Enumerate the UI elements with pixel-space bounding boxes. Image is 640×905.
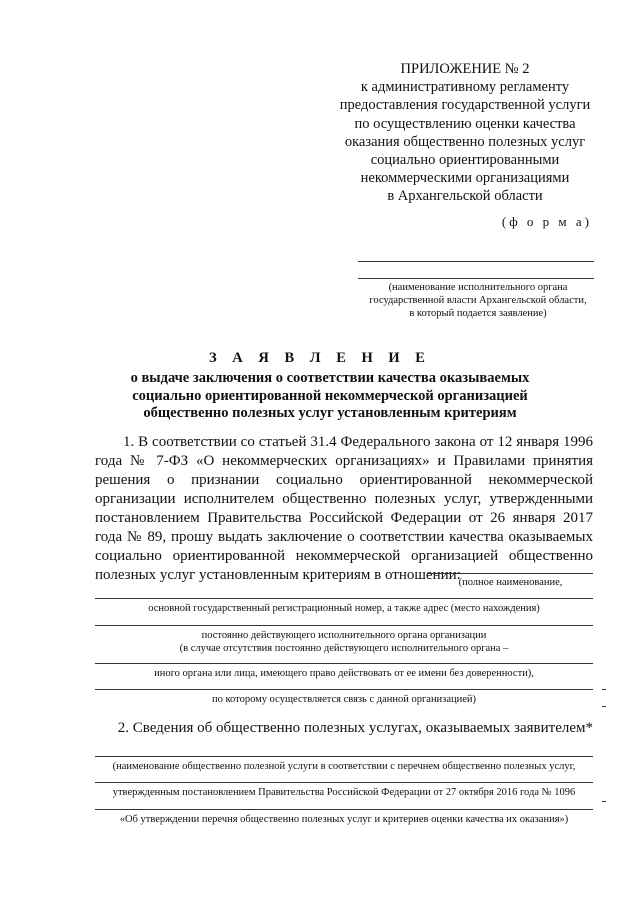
subtitle-line: общественно полезных услуг установленным критериям [143, 405, 517, 421]
field-line-service-3[interactable] [95, 809, 593, 810]
appendix-line: по осуществлению оценки качества [354, 115, 576, 132]
recipient-caption-line: (наименование исполнительного органа [388, 282, 568, 293]
caption-service-2: утвержденным постановлением Правительства Российской Федерации от 27 октября 2016 года № 1096 [112, 787, 576, 798]
caption-service-3: «Об утверждении перечня общественно полезных услуг и критериев оценки качества их оказания») [119, 814, 569, 825]
field-line-ogrn[interactable] [95, 598, 593, 599]
form-label: (ф о р м а) [501, 214, 592, 229]
caption-ogrn: основной государственный регистрационный номер, а также адрес (место нахождения) [148, 603, 540, 614]
field-line-service-2[interactable] [95, 782, 593, 783]
recipient-caption [338, 281, 618, 320]
recipient-caption-line: в который подается заявление) [409, 308, 547, 319]
recipient-caption-line: государственной власти Архангельской области, [369, 295, 587, 306]
caption-full-name: (полное наименование, [458, 577, 563, 588]
margin-tick [602, 689, 606, 690]
document-subtitle [100, 370, 560, 423]
paragraph-1: 1. В соответствии со статьей 31.4 Федерального закона от 12 января 1996 года № 7-ФЗ «О некоммерческих организациях» и Правилами принятия решения о признании социально ориентированной некоммерческой организации исполнителем общественно полезных услуг, утвержденными постановлением Правительства Российской Федерации от 26 января 2017 года № 89, прошу выдать заключение о соответствии качества оказываемых социально ориентированной некоммерческой организацией общественно полезных услуг установленным критериям в отношении: [95, 434, 593, 583]
organization-name-field[interactable] [428, 573, 593, 574]
caption-other-body: иного органа или лица, имеющего право действовать от ее имени без доверенности), [154, 668, 534, 679]
document-title: З А Я В Л Е Н И Е [209, 350, 431, 366]
caption-contact: по которому осуществляется связь с данной организацией) [211, 694, 477, 705]
subtitle-line: социально ориентированной некоммерческой организацией [132, 387, 528, 404]
paragraph-2: 2. Сведения об общественно полезных услугах, оказываемых заявителем* [117, 720, 593, 736]
appendix-line: ПРИЛОЖЕНИЕ № 2 [400, 61, 530, 77]
field-line-other-body[interactable] [95, 663, 593, 664]
margin-tick [602, 706, 606, 707]
appendix-line: социально ориентированными [370, 152, 560, 169]
appendix-line: оказания общественно полезных услуг [344, 133, 586, 150]
appendix-line: в Архангельской области [387, 188, 543, 205]
appendix-header [330, 60, 600, 206]
recipient-line-1[interactable] [358, 261, 594, 262]
subtitle-line: о выдаче заключения о соответствии качества оказываемых [130, 370, 530, 386]
caption-exec-body-2: (в случае отсутствия постоянно действующего исполнительного органа – [179, 643, 509, 654]
field-line-exec-body[interactable] [95, 625, 593, 626]
appendix-line: предоставления государственной услуги [339, 97, 591, 114]
caption-exec-body-1: постоянно действующего исполнительного органа организации [201, 630, 487, 641]
field-line-service-1[interactable] [95, 756, 593, 757]
field-line-contact[interactable] [95, 689, 593, 690]
recipient-line-2[interactable] [358, 278, 594, 279]
appendix-line: некоммерческими организациями [360, 170, 570, 187]
caption-service-1: (наименование общественно полезной услуги в соответствии с перечнем общественно полезных услуг, [112, 761, 576, 772]
margin-tick [602, 801, 606, 802]
appendix-line: к административному регламенту [360, 79, 570, 96]
